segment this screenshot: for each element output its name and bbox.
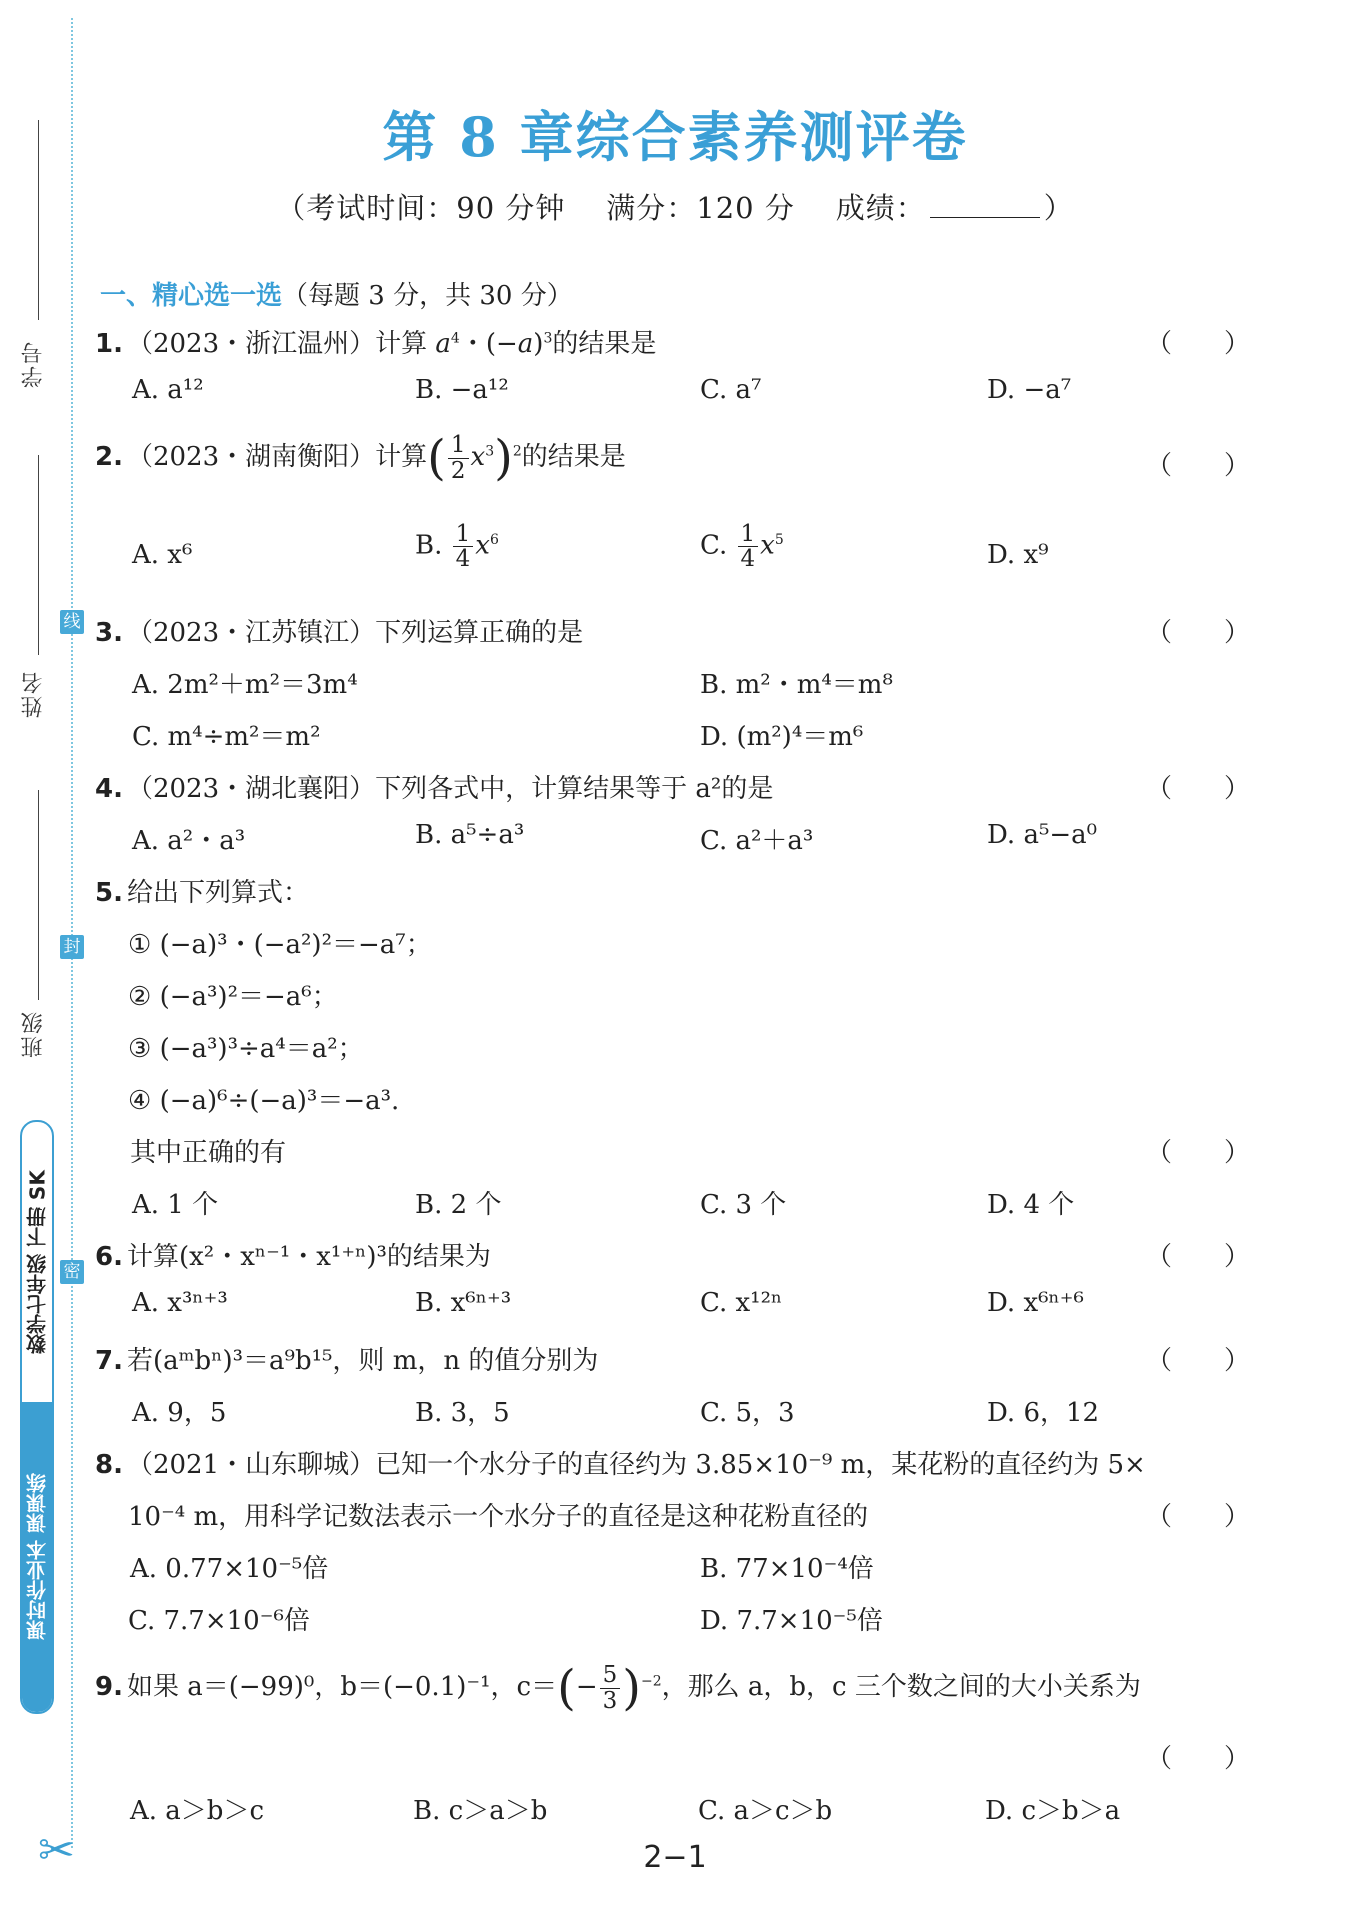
q4-option-d[interactable]: D. a⁵−a⁰ <box>987 820 1098 850</box>
answer-blank[interactable]: （ ） <box>1145 1242 1250 1272</box>
question-stem: 给出下列算式： <box>126 878 309 908</box>
seal-mark-seal: 封 <box>60 935 84 959</box>
scissors-icon: ✂ <box>38 1825 75 1876</box>
q8-option-d[interactable]: D. 7.7×10⁻⁵倍 <box>700 1606 883 1636</box>
q1-option-d[interactable]: D. −a⁷ <box>987 375 1072 405</box>
q7-option-a[interactable]: A. 9，5 <box>132 1398 227 1428</box>
q5-item-3: ③ (−a³)³÷a⁴＝a²； <box>128 1034 364 1064</box>
name-label: 姓名 <box>21 670 46 718</box>
q6-option-c[interactable]: C. x¹²ⁿ <box>700 1288 783 1318</box>
question-2: 2. （2023・湖南衡阳）计算( $\frac{1}{2}$ $x^3)^2$的结果是 （ ） <box>95 430 1250 486</box>
exam-info <box>0 186 1350 227</box>
answer-blank[interactable]: （ ） <box>1145 774 1250 804</box>
seal-mark-line: 线 <box>60 610 84 634</box>
class-rule <box>38 790 39 1000</box>
q5-item-2: ② (−a³)²＝−a⁶； <box>128 982 338 1012</box>
section-title: 一、精心选一选 <box>100 281 283 311</box>
q2-option-a[interactable]: A. x⁶ <box>132 540 193 570</box>
q3-option-b[interactable]: B. m²・m⁴＝m⁸ <box>700 670 893 700</box>
q7-option-c[interactable]: C. 5，3 <box>700 1398 795 1428</box>
q5-option-c[interactable]: C. 3 个 <box>700 1190 787 1220</box>
grade-blank[interactable] <box>930 217 1040 218</box>
question-number: 8. <box>95 1450 123 1480</box>
q1-option-b[interactable]: B. −a¹² <box>415 375 509 405</box>
q9-option-d[interactable]: D. c＞b＞a <box>985 1796 1121 1826</box>
close-paren: ） <box>1043 191 1074 225</box>
q3-option-d[interactable]: D. (m²)⁴＝m⁶ <box>700 722 864 752</box>
cut-line <box>71 18 73 1848</box>
question-4 <box>95 768 1290 805</box>
question-stem: （2023・湖北襄阳）下列各式中，计算结果等于 a²的是 <box>126 774 774 804</box>
question-number: 7. <box>95 1346 123 1376</box>
answer-blank[interactable]: （ ） <box>1145 1744 1250 1774</box>
q8-option-c[interactable]: C. 7.7×10⁻⁶倍 <box>128 1606 310 1636</box>
question-number: 2. <box>95 442 123 472</box>
option-label: B. <box>415 530 443 561</box>
question-3 <box>95 612 1290 649</box>
q5-option-d[interactable]: D. 4 个 <box>987 1190 1075 1220</box>
q5-option-b[interactable]: B. 2 个 <box>415 1190 502 1220</box>
q9-option-b[interactable]: B. c＞a＞b <box>413 1796 548 1826</box>
question-5 <box>95 872 1290 909</box>
seal-mark-tie: 密 <box>60 1260 84 1284</box>
question-stem-end: 10⁻⁴ m，用科学记数法表示一个水分子的直径是这种花粉直径的 <box>128 1502 869 1532</box>
page-title: 第 8 章综合素养测评卷 <box>382 105 968 169</box>
q6-option-b[interactable]: B. x⁶ⁿ⁺³ <box>415 1288 512 1318</box>
q2-option-d[interactable]: D. x⁹ <box>987 540 1049 570</box>
question-1: 1. （2023・浙江温州）计算 $a^4$・$(-a)^3$的结果是 （ ） <box>95 323 1290 360</box>
q1-option-a[interactable]: A. a¹² <box>132 375 204 405</box>
series-label-bottom: 课时作业本 课课练 <box>22 1402 52 1712</box>
question-9: 9. 如果 a＝(−99)⁰，b＝(−0.1)⁻¹，c＝(− $\frac{5}{3}$ )$^{-2}$，那么 a，b，c 三个数之间的大小关系为 <box>95 1660 1141 1716</box>
class-label: 班级 <box>21 1010 46 1058</box>
section-heading <box>100 275 573 312</box>
question-7 <box>95 1340 1290 1377</box>
q1-option-c[interactable]: C. a⁷ <box>700 375 762 405</box>
answer-blank[interactable]: （ ） <box>1145 329 1250 359</box>
q3-option-a[interactable]: A. 2m²＋m²＝3m⁴ <box>132 670 358 700</box>
answer-blank[interactable]: （ ） <box>1145 1346 1250 1376</box>
q7-option-b[interactable]: B. 3，5 <box>415 1398 510 1428</box>
page-number: 2−1 <box>643 1840 707 1875</box>
q7-option-d[interactable]: D. 6，12 <box>987 1398 1100 1428</box>
question-stem: （2021・山东聊城）已知一个水分子的直径约为 3.85×10⁻⁹ m，某花粉的直径约为 5× <box>126 1450 1146 1480</box>
exam-time: （考试时间：90 分钟 <box>276 191 566 225</box>
question-number: 5. <box>95 878 123 908</box>
q8-option-b[interactable]: B. 77×10⁻⁴倍 <box>700 1554 874 1584</box>
question-stem: 计算(x²・xⁿ⁻¹・x¹⁺ⁿ)³的结果为 <box>126 1242 491 1272</box>
question-stem-end: 的结果是 <box>552 329 657 359</box>
series-label-top: 数学七年级 下册 SK <box>25 1170 50 1354</box>
name-rule <box>38 455 39 655</box>
q6-option-d[interactable]: D. x⁶ⁿ⁺⁶ <box>987 1288 1084 1318</box>
q5-option-a[interactable]: A. 1 个 <box>132 1190 219 1220</box>
question-number: 1. <box>95 329 123 359</box>
answer-blank[interactable]: （ ） <box>1145 451 1250 481</box>
option-label: C. <box>700 530 728 561</box>
question-6 <box>95 1236 1290 1273</box>
q2-option-b[interactable]: B. $\frac{1}{4}$ $x^6$ <box>415 521 499 573</box>
question-stem: 若(aᵐbⁿ)³＝a⁹b¹⁵，则 m，n 的值分别为 <box>126 1346 599 1376</box>
q5-item-1: ① (−a)³・(−a²)²＝−a⁷； <box>128 930 432 960</box>
full-score: 满分：120 分 <box>606 191 795 225</box>
q4-option-b[interactable]: B. a⁵÷a³ <box>415 820 525 850</box>
q5-item-4: ④ (−a)⁶÷(−a)³＝−a³. <box>128 1086 400 1116</box>
question-stem-end: 其中正确的有 <box>130 1138 287 1168</box>
question-number: 3. <box>95 618 123 648</box>
q9-option-c[interactable]: C. a＞c＞b <box>698 1796 833 1826</box>
answer-blank[interactable]: （ ） <box>1145 1138 1250 1168</box>
q6-option-a[interactable]: A. x³ⁿ⁺³ <box>132 1288 228 1318</box>
question-number: 9. <box>95 1672 123 1702</box>
answer-blank[interactable]: （ ） <box>1145 618 1250 648</box>
question-number: 6. <box>95 1242 123 1272</box>
q2-option-c[interactable]: C. $\frac{1}{4}$ $x^5$ <box>700 521 784 573</box>
answer-blank[interactable]: （ ） <box>1145 1502 1250 1532</box>
question-8 <box>95 1444 1290 1481</box>
question-stem: 如果 a＝(−99)⁰，b＝(−0.1)⁻¹，c＝ <box>126 1672 558 1702</box>
question-stem-end: ，那么 a，b，c 三个数之间的大小关系为 <box>661 1672 1141 1702</box>
question-stem: （2023・江苏镇江）下列运算正确的是 <box>126 618 584 648</box>
question-stem: （2023・湖南衡阳）计算 <box>126 442 428 472</box>
q9-option-a[interactable]: A. a＞b＞c <box>130 1796 265 1826</box>
question-stem: （2023・浙江温州）计算 <box>126 329 436 359</box>
series-label <box>20 1120 54 1714</box>
question-number: 4. <box>95 774 123 804</box>
grade-label: 成绩： <box>835 191 926 225</box>
q4-option-c[interactable]: C. a²＋a³ <box>700 826 814 856</box>
q3-option-c[interactable]: C. m⁴÷m²＝m² <box>132 722 321 752</box>
question-stem-end: 的结果是 <box>521 442 626 472</box>
section-note: （每题 3 分，共 30 分） <box>282 281 573 311</box>
q4-option-a[interactable]: A. a²・a³ <box>132 826 246 856</box>
q8-option-a[interactable]: A. 0.77×10⁻⁵倍 <box>130 1554 329 1584</box>
q5-stem-end <box>130 1132 1290 1169</box>
student-id-label: 学号 <box>21 340 46 388</box>
q8-stem-end <box>128 1496 1290 1533</box>
